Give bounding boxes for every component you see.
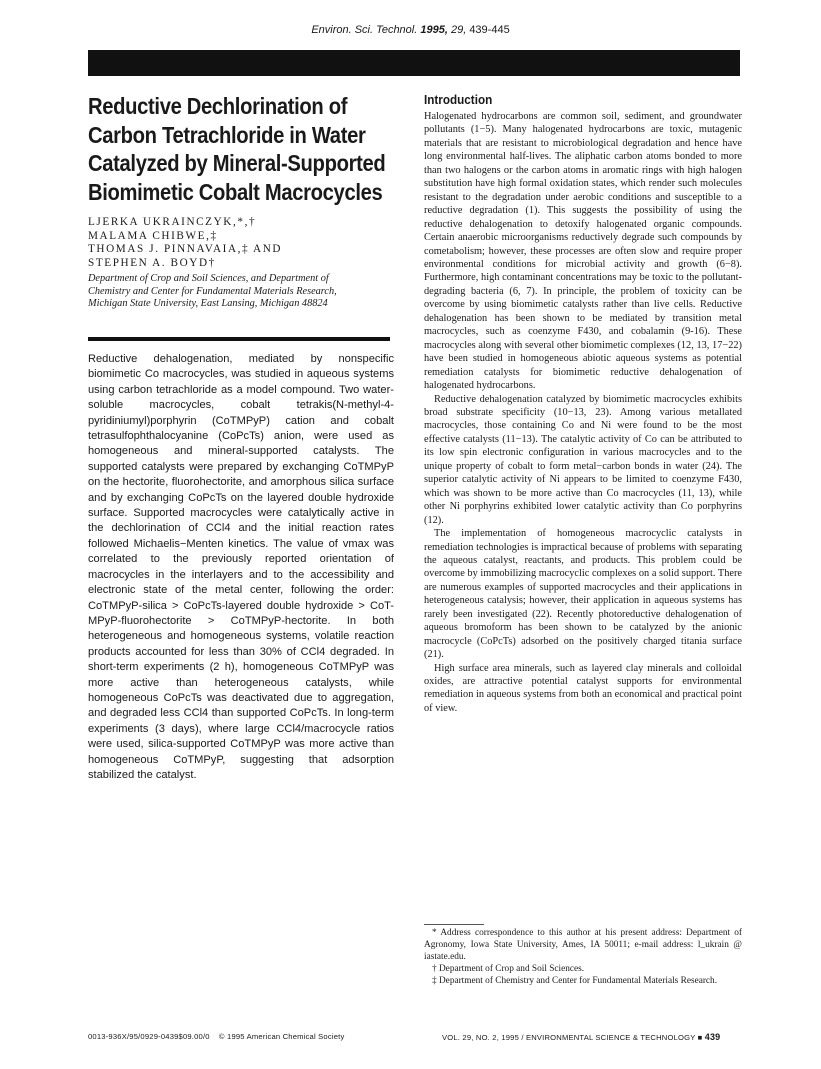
- title-line: Carbon Tetrachloride in Water: [88, 121, 366, 148]
- affiliation-line: Chemistry and Center for Fundamental Materials Research,: [88, 285, 337, 297]
- paragraph: The implementation of homogeneous macrocyclic catalysts in remediation technologies is impractical because of problems with separating the aqueous catalyst, reactants, and products. This problem could be overcome by immobilizing macrocyclic complexes on a solid support. There are numerous examples of supported macrocycles and their applications in heterogeneous catalysis; however, their application in aqueous systems has rarely been investigated (22). Recently photoreductive dehalogenation of aqueous bromoform has been shown to be catalyzed by the anionic macrocycle (CoPcTs) adsorbed on the positively charged titania surface (21).: [424, 528, 742, 661]
- running-header: [0, 24, 821, 36]
- title-block: [88, 92, 390, 311]
- footer-copyright: 0013-936X/95/0929-0439$09.00/0 © 1995 American Chemical Society: [88, 1032, 345, 1041]
- journal-year: 1995,: [420, 24, 448, 36]
- abstract-divider: [88, 337, 390, 341]
- footnote-rule: [424, 924, 484, 925]
- header-bar: [88, 50, 740, 76]
- footnote: * Address correspondence to this author at his present address: Department of Agronomy, Iowa State University, Ames, IA 50011; e-mail address: l_ukrain @ iastate.edu.: [424, 928, 742, 962]
- footnote: ‡ Department of Chemistry and Center for Fundamental Materials Research.: [432, 976, 718, 986]
- paragraph: Halogenated hydrocarbons are common soil, sediment, and groundwater pollutants (1−5). Many halogenated hydrocarbons are toxic, mutagenic materials that are resistant to microbiological degradation and hence have long environmental half-lives. The aliphatic carbon atoms bonded to more than two halogens or the carbon atoms in aromatic rings with high halogen substitution have high formal oxidation states, which render such molecules resistant to the degradation under aerobic conditions and susceptible to a reductive degradation (1). This suggests the possibility of using the reductive dehalogenation to detoxify halogenated organic compounds. Certain anaerobic microorganisms reductively degrade such compounds by cometabolism; however, these processes are often slow and require proper environmental conditions for microbial activity and growth (6−8). Furthermore, high contaminant concentrations may be toxic to the pollutant-degrading bacteria (6, 7). In principle, the problem of toxicity can be overcome by using biomimetic catalysts rather than live cells. Reductive dehalogenation has been shown to be mediated by transition metal macrocycles, such as coenzyme F430, and cobalamin (9-16). These macrocycles along with several other biomimetic complexes (12, 13, 17−22) have been studied in homogeneous abiotic aqueous systems as potential remediation catalysts for biomimetic reductive dehalogenation of halogenated hydrocarbons.: [424, 111, 742, 392]
- title-line: Catalyzed by Mineral-Supported: [88, 150, 386, 176]
- footnote: † Department of Crop and Soil Sciences.: [432, 964, 585, 974]
- title-line: Reductive Dechlorination of: [88, 93, 348, 119]
- affiliation: [88, 273, 390, 311]
- footer-journal-text: VOL. 29, NO. 2, 1995 / ENVIRONMENTAL SCIENCE & TECHNOLOGY ■: [442, 1033, 703, 1042]
- affiliation-line: Department of Crop and Soil Sciences, and Department of: [88, 273, 329, 284]
- author: LJERKA UKRAINCZYK,*,†: [88, 216, 257, 228]
- footer-journal: [442, 1032, 720, 1042]
- author-list: [88, 216, 390, 270]
- author: MALAMA CHIBWE,‡: [88, 229, 218, 242]
- journal-pages: 439-445: [469, 24, 510, 36]
- article-title: [88, 92, 389, 206]
- abstract: [88, 352, 394, 783]
- journal-volume: 29,: [450, 24, 467, 36]
- introduction-section: [424, 92, 742, 715]
- page-number: 439: [704, 1032, 721, 1042]
- introduction-body: [424, 110, 742, 715]
- abstract-text: Reductive dehalogenation, mediated by nonspecific biomimetic Co macrocycles, was studied in aqueous systems using carbon tetrachloride as a model compound. Two water-soluble macrocycles, cobalt tetrakis(N-methyl-4-pyridiniumyl)porphyrin (CoTMPyP) cation and cobalt tetrasulfophthalocyanine (CoPcTs) anion, were used as homogeneous and mineral-supported catalysts. The supported catalysts were prepared by exchanging CoTMPyP on the hectorite, fluorohectorite, and amorphous silica surface and by exchanging CoPcTs on the layered double hydroxide surface. Supported macrocycles were catalytically active in the dechlorination of CCl4 and the initial reaction rates followed Michaelis−Menten kinetics. The value of vmax was correlated to the previously reported orientation of macrocycles in the interlayers and to the accessibility and electronic state of the metal center, following the order: CoTMPyP-silica > CoPcTs-layered double hydroxide > CoT-MPyP-fluorohectorite > CoTMPyP-hectorite. In both heterogeneous and homogeneous systems, volatile reaction products accounted for less than 30% of CCl4 degraded. In short-term experiments (2 h), homogeneous CoTMPyP was more active than heterogeneous catalysts, while homogeneous CoPcTs was deactivated due to aggregation, and degraded less CCl4 than supported CoPcTs. In long-term experiments (3 days), where large CCl4/macrocycle ratios were used, silica-supported CoTMPyP was more active than homogeneous CoTMPyP, suggesting that adsorption stabilized the catalyst.: [88, 353, 394, 781]
- section-heading: Introduction: [424, 92, 493, 107]
- journal-abbrev: Environ. Sci. Technol.: [311, 24, 418, 36]
- paragraph: Reductive dehalogenation catalyzed by biomimetic macrocycles exhibits broad substrate specificity (10−13, 23). Among various metallated macrocycles, those containing Co and Ni were found to be the most effective catalysts (11−13). The catalytic activity of Co can be attributed to its low spin electronic configuration in various macrocycles and to the unique property of cobalt to form metal−carbon bonds in water (24). The superior catalytic activity of Ni appears to be limited to coenzyme F430, which was shown to be more active than Co macrocycles (11, 13), while other Ni porphyrins exhibited lower catalytic activity than Co porphyrins (12).: [424, 393, 742, 526]
- author: THOMAS J. PINNAVAIA,‡ AND: [88, 243, 283, 255]
- paragraph: High surface area minerals, such as layered clay minerals and colloidal oxides, are attractive potential catalyst supports for environmental remediation in aqueous systems from both an economical and practical point of view.: [424, 662, 742, 714]
- title-line: Biomimetic Cobalt Macrocycles: [88, 178, 383, 205]
- author: STEPHEN A. BOYD†: [88, 256, 216, 269]
- affiliation-line: Michigan State University, East Lansing, Michigan 48824: [88, 298, 328, 310]
- footnotes: [424, 924, 742, 987]
